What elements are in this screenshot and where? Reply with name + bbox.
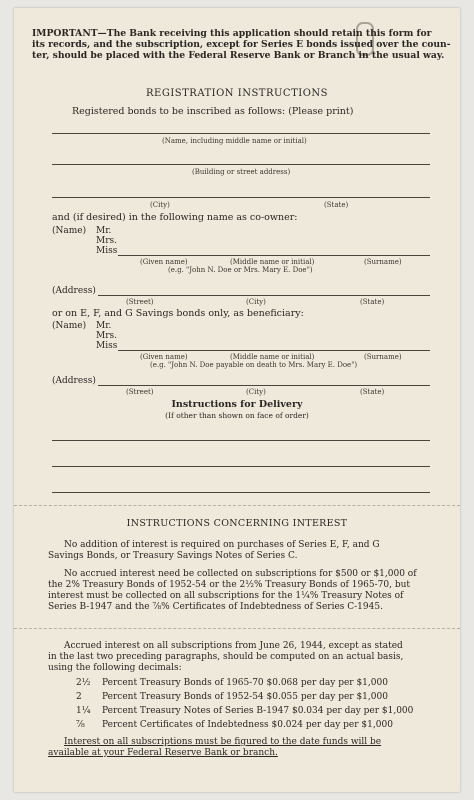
name-line[interactable]: [52, 133, 430, 134]
rate-text: Percent Treasury Notes of Series B-1947 $0.034 per day per $1,000: [102, 706, 414, 716]
coowner-name-label: (Name): [52, 226, 87, 236]
interest-para2-line-1: No accrued interest need be collected on subscriptions for $500 or $1,000 of: [64, 569, 417, 579]
building-line[interactable]: [52, 164, 430, 165]
important-line-1: IMPORTANT—The Bank receiving this application should retain this form for: [32, 28, 432, 39]
rate-text: Percent Treasury Bonds of 1952-54 $0.055 per day per $1,000: [102, 692, 388, 702]
form-page: [14, 8, 460, 792]
coowner-name-line[interactable]: [118, 255, 430, 256]
interest-para2-line-4: Series B-1947 and the ⅞% Certificates of Indebtedness of Series C-1945.: [48, 602, 383, 612]
rate-text: Percent Certificates of Indebtedness $0.024 per day per $1,000: [102, 720, 393, 730]
delivery-subtitle: (If other than shown on face of order): [165, 411, 309, 420]
rate-value: ⅞: [76, 720, 85, 730]
coowner-state-caption: (State): [360, 298, 385, 306]
coowner-city-caption: (City): [246, 298, 266, 306]
rate-row-1: [76, 678, 388, 689]
coowner-address-line[interactable]: [98, 295, 430, 296]
beneficiary-label: or on E, F, and G Savings bonds only, as beneficiary:: [52, 308, 304, 319]
rate-row-2: [76, 692, 388, 703]
interest-title: INSTRUCTIONS CONCERNING INTEREST: [126, 518, 348, 529]
important-line-2: its records, and the subscription, except for Series E bonds issued over the coun-: [32, 39, 451, 50]
coowner-label: and (if desired) in the following name as co-owner:: [52, 212, 298, 223]
coowner-street-caption: (Street): [126, 298, 154, 306]
rate-row-3: [76, 706, 413, 717]
rate-row-4: [76, 720, 393, 731]
delivery-line-3[interactable]: [52, 492, 430, 493]
city-caption: (City): [150, 201, 170, 209]
interest-para1-line-2: Savings Bonds, or Treasury Savings Notes of Series C.: [48, 551, 298, 561]
name-caption: (Name, including middle name or initial): [162, 137, 307, 145]
building-caption: (Building or street address): [192, 168, 291, 176]
city-state-line[interactable]: [52, 197, 430, 198]
beneficiary-example: (e.g. "John N. Doe payable on death to Mrs. Mary E. Doe"): [150, 361, 358, 369]
rate-value: 2½: [76, 678, 91, 688]
state-caption: (State): [324, 201, 349, 209]
beneficiary-given-caption: (Given name): [140, 353, 188, 361]
interest-para2-line-3: interest must be collected on all subscriptions for the 1¼% Treasury Notes of: [48, 591, 404, 601]
interest-para3-line-1: Accrued interest on all subscriptions from June 26, 1944, except as stated: [64, 641, 403, 651]
beneficiary-mrs: Mrs.: [96, 331, 117, 341]
interest-para2-line-2: the 2% Treasury Bonds of 1952-54 or the 2½% Treasury Bonds of 1965-70, but: [48, 580, 411, 590]
beneficiary-name-label: (Name): [52, 321, 87, 331]
beneficiary-city-caption: (City): [246, 388, 266, 396]
delivery-line-1[interactable]: [52, 440, 430, 441]
rate-value: 2: [76, 692, 82, 702]
beneficiary-mr: Mr.: [96, 321, 112, 331]
beneficiary-address-label: (Address): [52, 376, 96, 386]
beneficiary-middle-caption: (Middle name or initial): [230, 353, 315, 361]
important-line-3: ter, should be placed with the Federal Reserve Bank or Branch in the usual way.: [32, 50, 445, 61]
fold-line-lower: [14, 628, 460, 629]
delivery-line-2[interactable]: [52, 466, 430, 467]
interest-para3-line-3: using the following decimals:: [48, 663, 182, 673]
interest-para3-line-2: in the last two preceding paragraphs, should be computed on an actual basis,: [48, 652, 404, 662]
delivery-title: Instructions for Delivery: [171, 399, 303, 410]
coowner-mr: Mr.: [96, 226, 112, 236]
interest-para1-line-1: No addition of interest is required on purchases of Series E, F, and G: [64, 540, 380, 550]
beneficiary-state-caption: (State): [360, 388, 385, 396]
beneficiary-surname-caption: (Surname): [364, 353, 402, 361]
closing-line-1: Interest on all subscriptions must be figured to the date funds will be: [64, 737, 382, 747]
closing-line-2: available at your Federal Reserve Bank or branch.: [48, 748, 278, 758]
coowner-middle-caption: (Middle name or initial): [230, 258, 315, 266]
registration-title: REGISTRATION INSTRUCTIONS: [146, 88, 328, 99]
coowner-mrs: Mrs.: [96, 236, 117, 246]
beneficiary-name-line[interactable]: [118, 350, 430, 351]
coowner-example: (e.g. "John N. Doe or Mrs. Mary E. Doe"): [168, 266, 313, 274]
beneficiary-miss: Miss: [96, 341, 118, 351]
coowner-given-caption: (Given name): [140, 258, 188, 266]
fold-line: [14, 505, 460, 506]
rate-value: 1¼: [76, 706, 91, 716]
coowner-surname-caption: (Surname): [364, 258, 402, 266]
coowner-miss: Miss: [96, 246, 118, 256]
beneficiary-address-line[interactable]: [98, 385, 430, 386]
coowner-address-label: (Address): [52, 286, 96, 296]
beneficiary-street-caption: (Street): [126, 388, 154, 396]
registration-intro: Registered bonds to be inscribed as follows: (Please print): [72, 106, 354, 117]
rate-text: Percent Treasury Bonds of 1965-70 $0.068 per day per $1,000: [102, 678, 388, 688]
